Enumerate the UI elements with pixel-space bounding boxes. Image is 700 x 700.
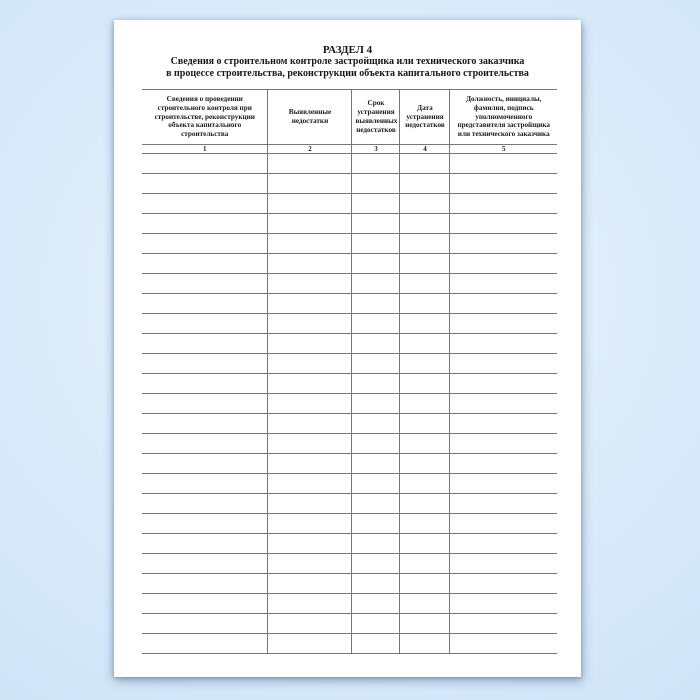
empty-table-cell [268,174,352,194]
empty-table-cell [400,274,450,294]
empty-table-cell [268,194,352,214]
empty-table-cell [352,414,400,434]
empty-table-cell [400,534,450,554]
empty-table-cell [400,474,450,494]
empty-table-cell [352,454,400,474]
empty-table-cell [352,294,400,314]
empty-table-cell [400,574,450,594]
empty-table-cell [352,214,400,234]
document-page [114,20,581,677]
empty-table-row [142,514,557,534]
empty-table-cell [450,394,557,414]
empty-table-cell [400,314,450,334]
empty-table-cell [268,234,352,254]
empty-table-row [142,554,557,574]
empty-table-cell [142,634,268,654]
empty-table-cell [142,194,268,214]
empty-table-cell [142,294,268,314]
empty-table-row [142,414,557,434]
empty-table-cell [400,174,450,194]
form-table [142,89,557,654]
empty-table-cell [352,374,400,394]
empty-table-cell [268,454,352,474]
empty-table-cell [450,614,557,634]
empty-table-cell [400,614,450,634]
empty-table-row [142,494,557,514]
empty-table-cell [142,494,268,514]
empty-table-cell [400,634,450,654]
empty-table-cell [450,374,557,394]
section-title: РАЗДЕЛ 4 [322,44,373,56]
empty-table-cell [352,554,400,574]
empty-table-cell [450,454,557,474]
empty-table-row [142,594,557,614]
empty-table-cell [450,414,557,434]
empty-table-cell [352,314,400,334]
empty-table-cell [268,334,352,354]
empty-table-cell [450,494,557,514]
empty-table-cell [352,194,400,214]
empty-table-row [142,334,557,354]
empty-table-cell [142,314,268,334]
empty-table-cell [268,574,352,594]
column-header-3: Срок устранения выявленных недостатков [352,90,400,145]
column-header-1: Сведения о проведении строительного контроля при строительстве, реконструкции объекта капитального строительства [142,90,268,145]
empty-table-cell [450,574,557,594]
empty-table-row [142,634,557,654]
empty-table-cell [142,254,268,274]
empty-table-cell [352,574,400,594]
empty-table-cell [450,434,557,454]
empty-table-cell [450,274,557,294]
empty-table-cell [268,494,352,514]
empty-table-cell [142,594,268,614]
empty-table-row [142,474,557,494]
column-number-3: 3 [352,145,400,154]
empty-table-cell [400,554,450,574]
empty-table-cell [142,414,268,434]
empty-table-cell [352,154,400,174]
table-body [142,154,557,654]
column-number-row [142,145,557,154]
empty-table-cell [142,234,268,254]
empty-table-cell [400,194,450,214]
empty-table-cell [400,434,450,454]
document-title-line-1: Сведения о строительном контроле застройщика или технического заказчика [170,56,525,67]
empty-table-cell [352,174,400,194]
empty-table-cell [142,394,268,414]
empty-table-cell [352,274,400,294]
empty-table-row [142,214,557,234]
empty-table-row [142,454,557,474]
empty-table-cell [450,474,557,494]
empty-table-cell [352,334,400,354]
empty-table-row [142,294,557,314]
empty-table-row [142,614,557,634]
document-title-line-2: в процессе строительства, реконструкции объекта капитального строительства [166,68,529,79]
empty-table-cell [268,254,352,274]
empty-table-cell [268,214,352,234]
empty-table-row [142,154,557,174]
empty-table-cell [142,614,268,634]
empty-table-cell [142,274,268,294]
empty-table-cell [400,394,450,414]
empty-table-cell [400,254,450,274]
empty-table-cell [352,394,400,414]
empty-table-cell [352,534,400,554]
empty-table-cell [450,354,557,374]
empty-table-row [142,274,557,294]
empty-table-row [142,174,557,194]
empty-table-cell [450,234,557,254]
empty-table-row [142,374,557,394]
empty-table-row [142,574,557,594]
empty-table-cell [142,434,268,454]
empty-table-cell [450,174,557,194]
empty-table-cell [142,554,268,574]
empty-table-cell [400,374,450,394]
empty-table-cell [268,294,352,314]
empty-table-cell [400,214,450,234]
empty-table-row [142,394,557,414]
empty-table-cell [352,354,400,374]
empty-table-cell [450,514,557,534]
empty-table-cell [352,474,400,494]
empty-table-cell [450,194,557,214]
empty-table-cell [450,534,557,554]
empty-table-cell [142,454,268,474]
empty-table-cell [142,354,268,374]
empty-table-cell [400,454,450,474]
empty-table-cell [142,154,268,174]
empty-table-cell [400,414,450,434]
empty-table-cell [450,594,557,614]
column-number-1: 1 [142,145,268,154]
empty-table-cell [352,514,400,534]
empty-table-cell [268,374,352,394]
column-header-4: Дата устранения недостатков [400,90,450,145]
empty-table-cell [450,214,557,234]
empty-table-row [142,314,557,334]
empty-table-cell [352,234,400,254]
empty-table-cell [450,334,557,354]
empty-table-cell [142,534,268,554]
empty-table-cell [268,554,352,574]
empty-table-cell [268,434,352,454]
empty-table-row [142,254,557,274]
empty-table-cell [268,354,352,374]
empty-table-cell [400,294,450,314]
empty-table-cell [450,634,557,654]
column-header-2: Выявленные недостатки [268,90,352,145]
column-header-5: Должность, инициалы, фамилия, подпись уполномоченного представителя застройщика или технического заказчика [450,90,557,145]
table-header [142,90,557,154]
empty-table-cell [400,594,450,614]
empty-table-cell [268,634,352,654]
empty-table-cell [268,414,352,434]
empty-table-cell [450,554,557,574]
empty-table-cell [400,234,450,254]
empty-table-cell [400,494,450,514]
column-number-4: 4 [400,145,450,154]
empty-table-cell [450,154,557,174]
empty-table-cell [142,334,268,354]
empty-table-cell [400,334,450,354]
column-number-2: 2 [268,145,352,154]
empty-table-cell [268,534,352,554]
empty-table-cell [142,214,268,234]
empty-table-row [142,354,557,374]
empty-table-cell [352,494,400,514]
empty-table-cell [400,354,450,374]
empty-table-cell [352,434,400,454]
empty-table-cell [268,274,352,294]
empty-table-cell [268,474,352,494]
empty-table-row [142,534,557,554]
empty-table-cell [268,594,352,614]
empty-table-row [142,194,557,214]
empty-table-cell [450,254,557,274]
empty-table-cell [268,154,352,174]
empty-table-cell [352,634,400,654]
empty-table-cell [142,514,268,534]
empty-table-cell [450,314,557,334]
empty-table-row [142,234,557,254]
empty-table-cell [450,294,557,314]
empty-table-cell [400,154,450,174]
table-header-row [142,90,557,145]
empty-table-cell [268,314,352,334]
empty-table-cell [142,174,268,194]
empty-table-cell [268,614,352,634]
empty-table-row [142,434,557,454]
document-title-block [114,44,581,80]
empty-table-cell [352,254,400,274]
empty-table-cell [142,374,268,394]
column-number-5: 5 [450,145,557,154]
empty-table-cell [352,594,400,614]
empty-table-cell [268,394,352,414]
empty-table-cell [400,514,450,534]
empty-table-cell [142,574,268,594]
empty-table-cell [268,514,352,534]
empty-table-cell [352,614,400,634]
empty-table-cell [142,474,268,494]
